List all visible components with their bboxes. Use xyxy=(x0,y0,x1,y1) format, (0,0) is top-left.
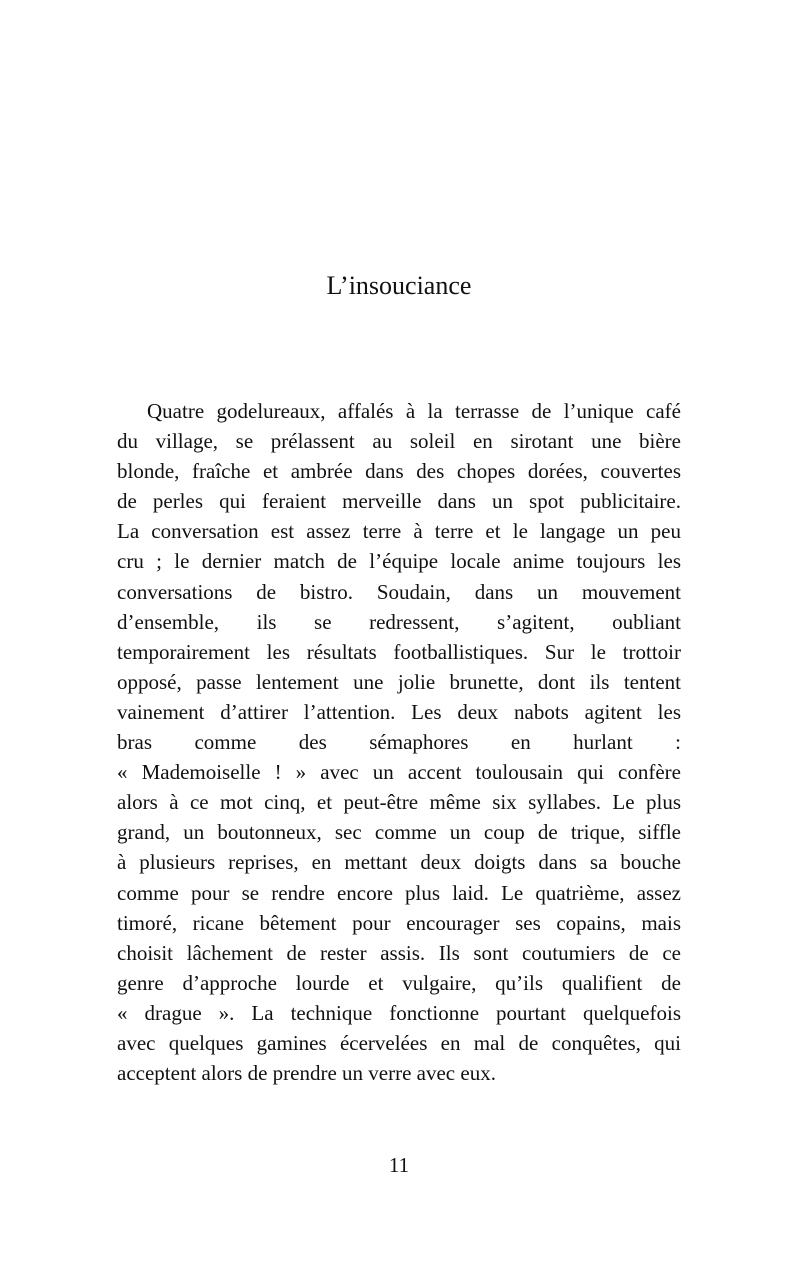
paragraph-line: de perles qui feraient merveille dans un spot publicitaire. xyxy=(117,489,681,514)
paragraph-line: « Mademoiselle ! » avec un accent toulousain qui confère xyxy=(117,760,681,785)
paragraph-line: « drague ». La technique fonctionne pourtant quelquefois xyxy=(117,1000,681,1025)
paragraph-line: temporairement les résultats footballistiques. Sur le trottoir xyxy=(117,639,681,664)
paragraph-line: La conversation est assez terre à terre et le langage un peu xyxy=(117,519,681,544)
paragraph-line: conversations de bistro. Soudain, dans un mouvement xyxy=(117,579,681,604)
paragraph-line: blonde, fraîche et ambrée dans des chopes dorées, couvertes xyxy=(117,459,681,484)
paragraph-line: bras comme des sémaphores en hurlant : xyxy=(117,730,681,755)
paragraph-line: vainement d’attirer l’attention. Les deux nabots agitent les xyxy=(117,699,681,724)
paragraph-line: alors à ce mot cinq, et peut-être même six syllabes. Le plus xyxy=(117,790,681,815)
paragraph-line: Quatre godelureaux, affalés à la terrasse de l’unique café xyxy=(147,399,681,423)
chapter-title: L’insouciance xyxy=(326,271,472,300)
paragraph-line: avec quelques gamines écervelées en mal de conquêtes, qui xyxy=(117,1030,681,1055)
paragraph-line: acceptent alors de prendre un verre avec eux. xyxy=(117,1061,496,1086)
page-number: 11 xyxy=(388,1153,410,1177)
paragraph-line: timoré, ricane bêtement pour encourager ses copains, mais xyxy=(117,910,681,935)
paragraph-line: opposé, passe lentement une jolie brunette, dont ils tentent xyxy=(117,669,681,694)
paragraph-line: cru ; le dernier match de l’équipe locale anime toujours les xyxy=(117,549,681,574)
paragraph-line: genre d’approche lourde et vulgaire, qu’ils qualifient de xyxy=(117,970,681,995)
paragraph-line: du village, se prélassent au soleil en sirotant une bière xyxy=(117,429,681,454)
paragraph-line: d’ensemble, ils se redressent, s’agitent, oubliant xyxy=(117,609,681,634)
paragraph-line: comme pour se rendre encore plus laid. Le quatrième, assez xyxy=(117,880,681,905)
paragraph-line: choisit lâchement de rester assis. Ils sont coutumiers de ce xyxy=(117,940,681,965)
paragraph-line: grand, un boutonneux, sec comme un coup de trique, siffle xyxy=(117,820,681,845)
paragraph-line: à plusieurs reprises, en mettant deux doigts dans sa bouche xyxy=(117,850,681,875)
body-paragraph xyxy=(117,396,681,1088)
